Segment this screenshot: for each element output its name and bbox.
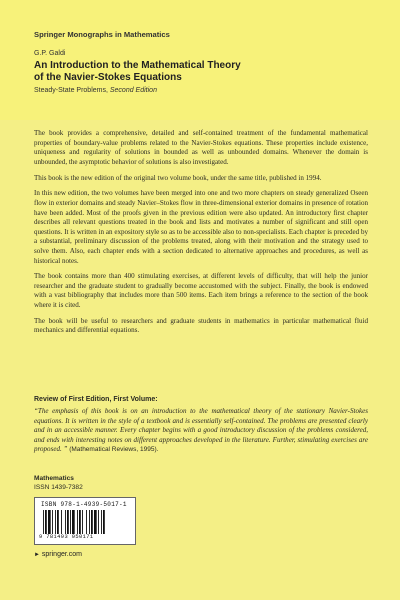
- author-name: G.P. Galdi: [34, 50, 66, 57]
- review-quote: [34, 407, 368, 455]
- publisher-link[interactable]: [34, 551, 82, 558]
- title-line-1: An Introduction to the Mathematical Theory: [34, 60, 241, 71]
- description-paragraph: This book is the new edition of the original two volume book, under the same title, published in 1994.: [34, 173, 322, 182]
- subtitle-edition: Second Edition: [109, 87, 157, 94]
- arrow-icon: ►: [34, 552, 40, 558]
- title-line-2: of the Navier-Stokes Equations: [34, 72, 182, 84]
- subject-label: Mathematics: [34, 475, 74, 482]
- description-body: [34, 129, 368, 342]
- issn-label: ISSN 1439-7382: [34, 484, 83, 491]
- subject-block: [34, 474, 83, 492]
- book-subtitle: [34, 87, 157, 94]
- barcode-digits: 9 781493 950171: [39, 534, 94, 540]
- book-title: [34, 60, 364, 85]
- barcode-bars: [43, 510, 129, 534]
- barcode: [34, 497, 136, 545]
- isbn-number: ISBN 978-1-4939-5017-1: [41, 501, 127, 508]
- description-paragraph: The book will be useful to researchers and graduate students in mathematics in particular mathematical fluid mechanics and differential equations.: [34, 316, 368, 335]
- review-text: “The emphasis of this book is on an introduction to the mathematical theory of the stationary Navier-Stokes equations. It is written in the style of a textbook and is essentially self-contained. The problems are presented clearly and in an accessible manner. Every chapter begins with a good introductory discussion of the problems considered, and ends with interesting notes on different approaches developed in the literature. Further, stimulating exercises are proposed. ”: [34, 407, 368, 454]
- series-name: Springer Monographs in Mathematics: [34, 30, 170, 39]
- subtitle-main: Steady-State Problems,: [34, 87, 110, 94]
- description-paragraph: In this new edition, the two volumes have been merged into one and two more chapters on steady generalized Oseen flow in exterior domains and steady Navier–Stokes flow in three-dimensional exterior domains in presence of rotation have been added. Most of the proofs given in the previous edition were also updated. An introductory first chapter describes all relevant questions treated in the book and lists and motivates a number of significant and still open questions. It is written in an expository style so as to be accessible also to non-specialists. Each chapter is preceded by a substantial, preliminary discussion of the problems treated, along with their motivation and the strategy used to solve them. Also, each chapter ends with a section dedicated to alternative approaches and procedures, as well as historical notes.: [34, 189, 368, 265]
- description-paragraph: The book contains more than 400 stimulating exercises, at different levels of difficulty, that will help the junior researcher and the graduate student to gradually become accustomed with the subject. Finally, the book is endowed with a vast bibliography that includes more than 500 items. Each item brings a reference to the section of the book where it is cited.: [34, 272, 368, 310]
- description-paragraph: The book provides a comprehensive, detailed and self-contained treatment of the fundamental mathematical properties of boundary-value problems related to the Navier-Stokes equations. These properties include existence, uniqueness and regularity of solutions in bounded as well as unbounded domains. Whenever the domain is unbounded, the asymptotic behavior of solutions is also investigated.: [34, 129, 368, 166]
- review-source: (Mathematical Reviews, 1995).: [69, 446, 159, 454]
- review-heading: Review of First Edition, First Volume:: [34, 396, 158, 403]
- publisher-url: springer.com: [41, 551, 82, 558]
